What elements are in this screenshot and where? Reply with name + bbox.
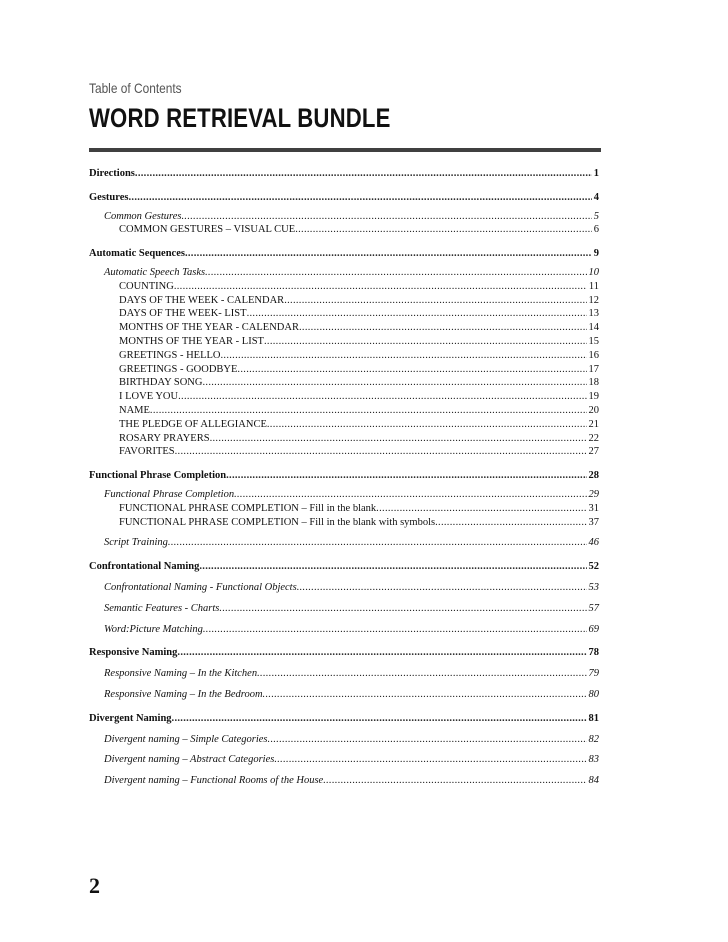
toc-entry-dn-simple[interactable]: Divergent naming – Simple Categories ..... 82: [89, 733, 599, 747]
toc-entry-fpc-fill-blank-symbols[interactable]: FUNCTIONAL PHRASE COMPLETION – Fill in the blank with symbols ..... 37: [89, 516, 599, 530]
toc-entry-speech-item[interactable]: MONTHS OF THE YEAR - LIST ..... 15: [89, 335, 599, 349]
toc-entry-script-training[interactable]: Script Training ..... 46: [89, 536, 599, 550]
toc-entry-speech-item[interactable]: NAME ..... 20: [89, 404, 599, 418]
table-of-contents: [89, 167, 599, 788]
toc-entry-confrontational-naming[interactable]: Confrontational Naming ..... 52: [89, 560, 599, 574]
toc-entry-speech-item[interactable]: I LOVE YOU ..... 19: [89, 390, 599, 404]
section-eyebrow: Table of Contents: [89, 80, 182, 96]
toc-entry-functional-phrase-completion-sub[interactable]: Functional Phrase Completion ..... 29: [89, 488, 599, 502]
page-title: WORD RETRIEVAL BUNDLE: [89, 103, 391, 133]
toc-entry-functional-phrase-completion[interactable]: Functional Phrase Completion ..... 28: [89, 469, 599, 483]
toc-entry-common-gestures-visual-cue[interactable]: COMMON GESTURES – VISUAL CUE ..... 6: [89, 223, 599, 237]
toc-entry-speech-item[interactable]: GREETINGS - HELLO ..... 16: [89, 349, 599, 363]
toc-entry-responsive-naming[interactable]: Responsive Naming ..... 78: [89, 646, 599, 660]
toc-entry-speech-item[interactable]: COUNTING ..... 11: [89, 280, 599, 294]
toc-entry-rn-bedroom[interactable]: Responsive Naming – In the Bedroom ..... 80: [89, 688, 599, 702]
toc-entry-automatic-speech-tasks[interactable]: Automatic Speech Tasks ..... 10: [89, 266, 599, 280]
page-number: 2: [89, 873, 100, 898]
toc-entry-dn-rooms[interactable]: Divergent naming – Functional Rooms of the House ..... 84: [89, 774, 599, 788]
toc-entry-dn-abstract[interactable]: Divergent naming – Abstract Categories ..... 83: [89, 753, 599, 767]
toc-entry-speech-item[interactable]: ROSARY PRAYERS ..... 22: [89, 432, 599, 446]
toc-entry-speech-item[interactable]: MONTHS OF THE YEAR - CALENDAR ..... 14: [89, 321, 599, 335]
toc-entry-common-gestures[interactable]: Common Gestures ..... 5: [89, 210, 599, 224]
toc-entry-directions[interactable]: Directions ..... 1: [89, 167, 599, 181]
toc-entry-cn-functional-objects[interactable]: Confrontational Naming - Functional Objects ..... 53: [89, 581, 599, 595]
toc-entry-speech-item[interactable]: DAYS OF THE WEEK - CALENDAR ..... 12: [89, 294, 599, 308]
toc-entry-word-picture-matching[interactable]: Word:Picture Matching ..... 69: [89, 623, 599, 637]
toc-entry-rn-kitchen[interactable]: Responsive Naming – In the Kitchen ..... 79: [89, 667, 599, 681]
toc-entry-speech-item[interactable]: GREETINGS - GOODBYE ..... 17: [89, 363, 599, 377]
toc-entry-speech-item[interactable]: DAYS OF THE WEEK- LIST ..... 13: [89, 307, 599, 321]
toc-entry-speech-item[interactable]: THE PLEDGE OF ALLEGIANCE ..... 21: [89, 418, 599, 432]
title-rule: [89, 148, 601, 152]
toc-entry-speech-item[interactable]: BIRTHDAY SONG ..... 18: [89, 376, 599, 390]
toc-entry-gestures[interactable]: Gestures ..... 4: [89, 191, 599, 205]
toc-entry-semantic-features[interactable]: Semantic Features - Charts ..... 57: [89, 602, 599, 616]
toc-entry-automatic-sequences[interactable]: Automatic Sequences ..... 9: [89, 247, 599, 261]
toc-entry-divergent-naming[interactable]: Divergent Naming ..... 81: [89, 712, 599, 726]
toc-entry-speech-item[interactable]: FAVORITES ..... 27: [89, 445, 599, 459]
toc-entry-fpc-fill-blank[interactable]: FUNCTIONAL PHRASE COMPLETION – Fill in the blank ..... 31: [89, 502, 599, 516]
